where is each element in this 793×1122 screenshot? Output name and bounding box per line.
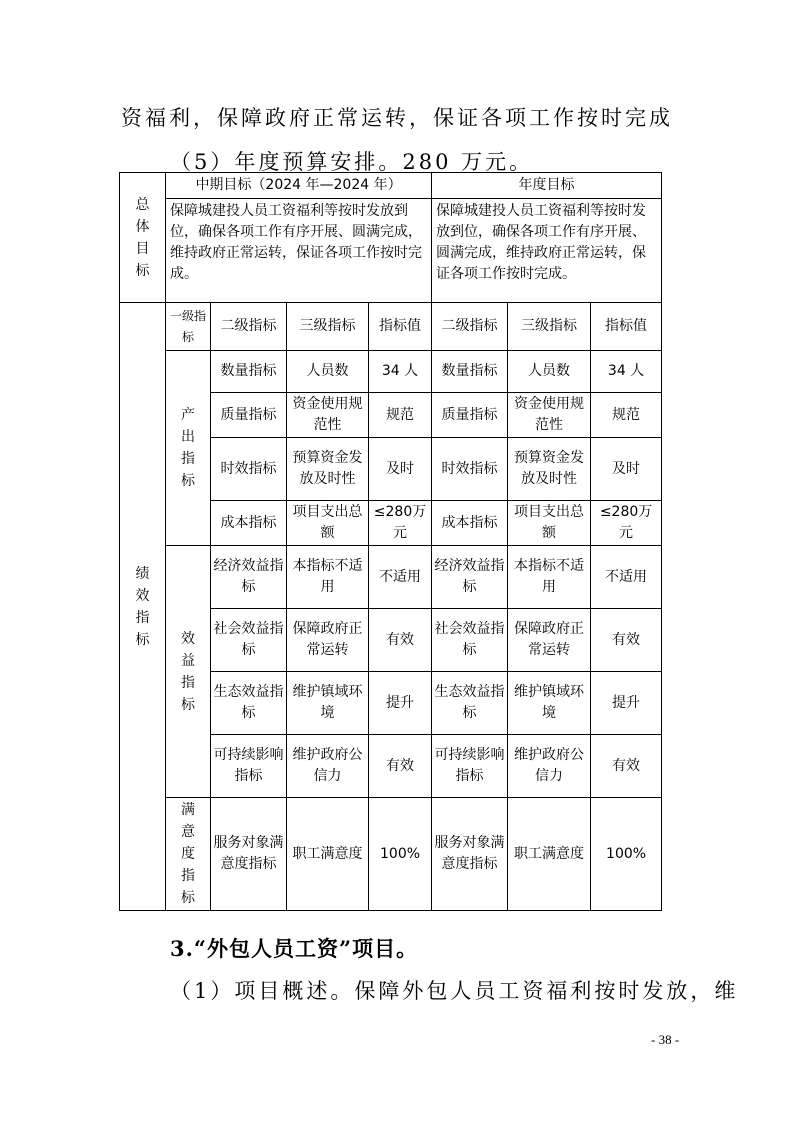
col-level2: 二级指标 <box>211 303 287 351</box>
table-cell: 不适用 <box>591 546 662 609</box>
table-cell: 可持续影响指标 <box>432 735 508 798</box>
table-cell: 有效 <box>369 609 432 672</box>
table-cell: 经济效益指标 <box>211 546 287 609</box>
table-cell: 及时 <box>369 438 432 501</box>
table-cell: 100% <box>591 798 662 911</box>
table-cell: 数量指标 <box>211 351 287 393</box>
table-cell: ≤280万元 <box>591 501 662 546</box>
col-value-annual: 指标值 <box>591 303 662 351</box>
page-number: - 38 - <box>651 1032 680 1047</box>
table-cell: 保障政府正常运转 <box>508 609 591 672</box>
table-cell: 质量指标 <box>211 393 287 438</box>
table-cell: 维护政府公信力 <box>287 735 369 798</box>
table-cell: 保障政府正常运转 <box>287 609 369 672</box>
table-cell: 时效指标 <box>432 438 508 501</box>
table-cell: 预算资金发放及时性 <box>508 438 591 501</box>
group-satisfaction: 满意度指标 <box>166 798 211 911</box>
table-cell: 生态效益指标 <box>211 672 287 735</box>
table-cell: 本指标不适用 <box>508 546 591 609</box>
budget-line: （5）年度预算安排。280 万元。 <box>170 150 534 174</box>
table-cell: 提升 <box>369 672 432 735</box>
overview-line: （1）项目概述。保障外包人员工资福利按时发放，维 <box>170 979 739 1003</box>
table-cell: 资金使用规范性 <box>508 393 591 438</box>
table-cell: 34 人 <box>591 351 662 393</box>
table-cell: 人员数 <box>287 351 369 393</box>
table-cell: 服务对象满意度指标 <box>211 798 287 911</box>
table-cell: 维护政府公信力 <box>508 735 591 798</box>
table-cell: 职工满意度 <box>508 798 591 911</box>
table-cell: 维护镇域环境 <box>287 672 369 735</box>
table-cell: 规范 <box>591 393 662 438</box>
table-cell: 可持续影响指标 <box>211 735 287 798</box>
table-cell: 有效 <box>591 735 662 798</box>
group-output: 产出指标 <box>166 351 211 546</box>
col-level1: 一级指标 <box>166 303 211 351</box>
table-cell: 人员数 <box>508 351 591 393</box>
annual-header: 年度目标 <box>432 173 662 199</box>
table-cell: 服务对象满意度指标 <box>432 798 508 911</box>
table-cell: 生态效益指标 <box>432 672 508 735</box>
intro-line: 资福利，保障政府正常运转，保证各项工作按时完成 <box>121 106 673 130</box>
table-cell: 职工满意度 <box>287 798 369 911</box>
mid-term-header: 中期目标（2024 年—2024 年） <box>166 173 432 199</box>
annual-goal: 保障城建投人员工资福利等按时发放到位，确保各项工作有序开展、圆满完成，维持政府正常运转，保证各项工作按时完成。 <box>432 199 662 303</box>
table-cell: 有效 <box>369 735 432 798</box>
table-cell: 本指标不适用 <box>287 546 369 609</box>
perf-label: 绩效指标 <box>120 303 166 911</box>
table-cell: 时效指标 <box>211 438 287 501</box>
table-cell: 经济效益指标 <box>432 546 508 609</box>
table-cell: 成本指标 <box>432 501 508 546</box>
mid-term-goal: 保障城建投人员工资福利等按时发放到位，确保各项工作有序开展、圆满完成，维持政府正常运转，保证各项工作按时完成。 <box>166 199 432 303</box>
performance-table <box>119 172 662 911</box>
table-cell: 社会效益指标 <box>432 609 508 672</box>
col-level2-annual: 二级指标 <box>432 303 508 351</box>
table-cell: ≤280万元 <box>369 501 432 546</box>
overall-goal-label: 总体目标 <box>120 173 166 303</box>
col-level3: 三级指标 <box>287 303 369 351</box>
col-value-mid: 指标值 <box>369 303 432 351</box>
table-cell: 质量指标 <box>432 393 508 438</box>
table-cell: 34 人 <box>369 351 432 393</box>
table-cell: 项目支出总额 <box>508 501 591 546</box>
table-cell: 数量指标 <box>432 351 508 393</box>
table-cell: 预算资金发放及时性 <box>287 438 369 501</box>
table-cell: 规范 <box>369 393 432 438</box>
group-benefit: 效益指标 <box>166 546 211 798</box>
table-cell: 资金使用规范性 <box>287 393 369 438</box>
col-level3-annual: 三级指标 <box>508 303 591 351</box>
table-cell: 社会效益指标 <box>211 609 287 672</box>
table-cell: 有效 <box>591 609 662 672</box>
table-cell: 项目支出总额 <box>287 501 369 546</box>
table-cell: 不适用 <box>369 546 432 609</box>
table-cell: 及时 <box>591 438 662 501</box>
table-cell: 成本指标 <box>211 501 287 546</box>
table-cell: 100% <box>369 798 432 911</box>
table-cell: 提升 <box>591 672 662 735</box>
section-heading: 3.“外包人员工资”项目。 <box>170 936 419 961</box>
table-cell: 维护镇域环境 <box>508 672 591 735</box>
